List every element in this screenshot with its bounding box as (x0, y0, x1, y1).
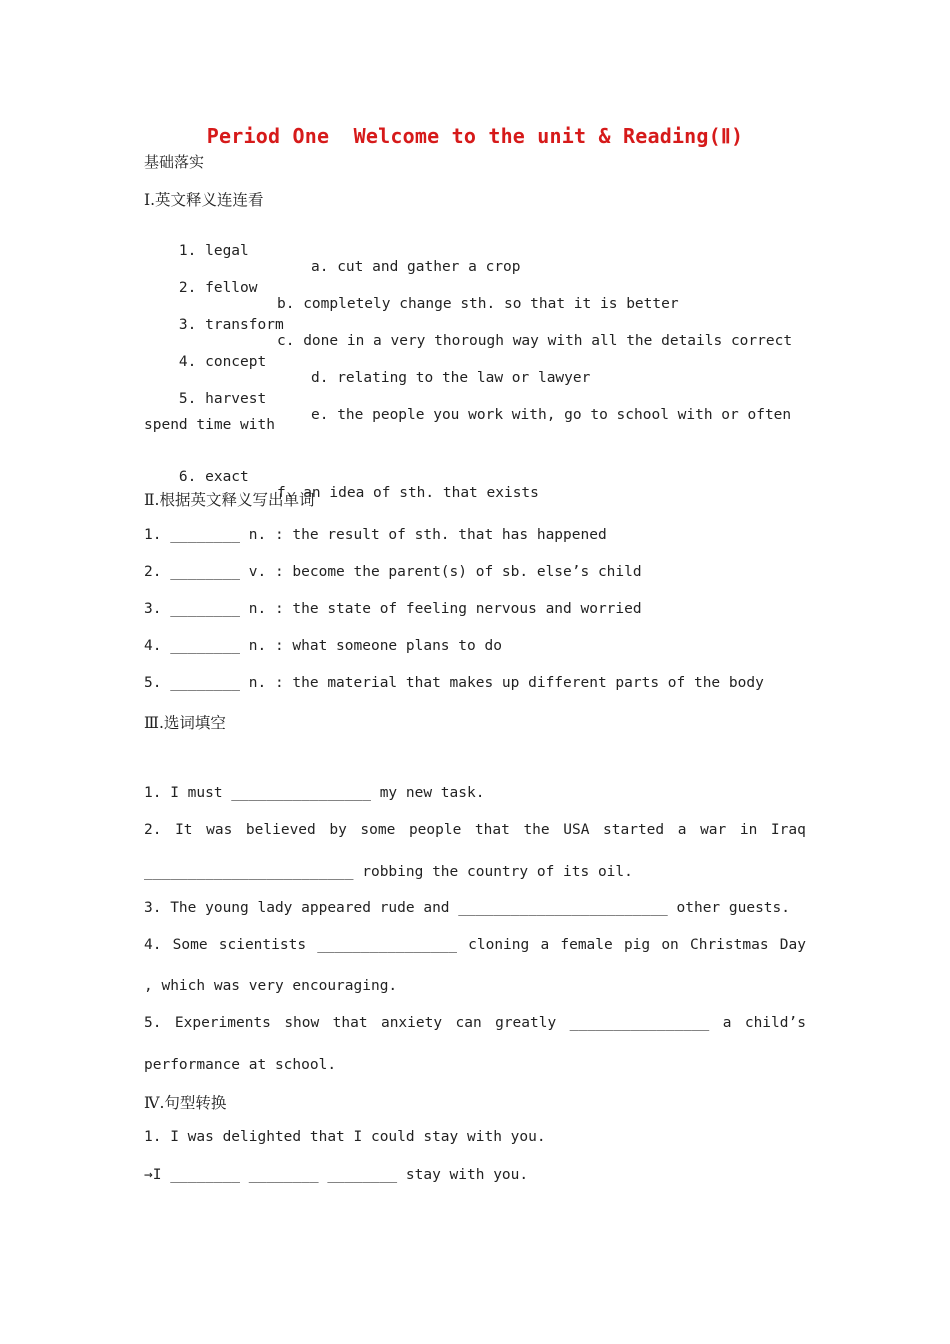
fill-question-3: 3. The young lady appeared rude and ________________________ other guests. (144, 900, 791, 916)
definition-item: 5. ________ n. : the material that makes up different parts of the body (144, 675, 764, 691)
match-word: 6. exact (178, 469, 249, 485)
definition-item: 1. ________ n. : the result of sth. that has happened (144, 527, 607, 543)
match-definition: c. done in a very thorough way with all the details correct (277, 333, 793, 349)
fill-question-1: 1. I must ________________ my new task. (144, 785, 485, 801)
fill-question-4: 4. Some scientists ________________ cloning a female pig on Christmas Day (144, 937, 806, 953)
match-definition: b. completely change sth. so that it is better (277, 296, 679, 312)
fill-question-5: 5. Experiments show that anxiety can greatly ________________ a child’s (144, 1015, 806, 1031)
definition-item: 2. ________ v. : become the parent(s) of sb. else’s child (144, 564, 642, 580)
match-definition: f. an idea of sth. that exists (277, 485, 539, 501)
match-word: 3. transform (178, 317, 284, 333)
match-definition: a. cut and gather a crop (311, 259, 521, 275)
basics-heading: 基础落实 (144, 153, 205, 171)
fill-question-2: 2. It was believed by some people that the USA started a war in Iraq (144, 822, 806, 838)
section2-heading: Ⅱ.根据英文释义写出单词 (144, 491, 315, 509)
match-word: 5. harvest (178, 391, 267, 407)
transform-question-1: 1. I was delighted that I could stay with you. (144, 1129, 546, 1145)
transform-answer-1: →I ________ ________ ________ stay with you. (144, 1167, 529, 1183)
match-word: 1. legal (178, 243, 249, 259)
definition-item: 3. ________ n. : the state of feeling nervous and worried (144, 601, 642, 617)
fill-question-5-cont: performance at school. (144, 1057, 337, 1073)
match-definition: d. relating to the law or lawyer (311, 370, 591, 386)
match-definition-cont: spend time with (144, 417, 275, 433)
match-word: 2. fellow (178, 280, 258, 296)
page-title: Period One Welcome to the unit & Reading(Ⅱ) (206, 124, 744, 148)
match-definition: e. the people you work with, go to school with or often (311, 407, 792, 423)
section4-heading: Ⅳ.句型转换 (144, 1094, 227, 1112)
match-word: 4. concept (178, 354, 267, 370)
fill-question-4-cont: , which was very encouraging. (144, 978, 398, 994)
section1-heading: Ⅰ.英文释义连连看 (144, 191, 264, 209)
section3-heading: Ⅲ.选词填空 (144, 714, 226, 732)
definition-item: 4. ________ n. : what someone plans to do (144, 638, 502, 654)
fill-question-2-cont: ________________________ robbing the country of its oil. (144, 864, 633, 880)
